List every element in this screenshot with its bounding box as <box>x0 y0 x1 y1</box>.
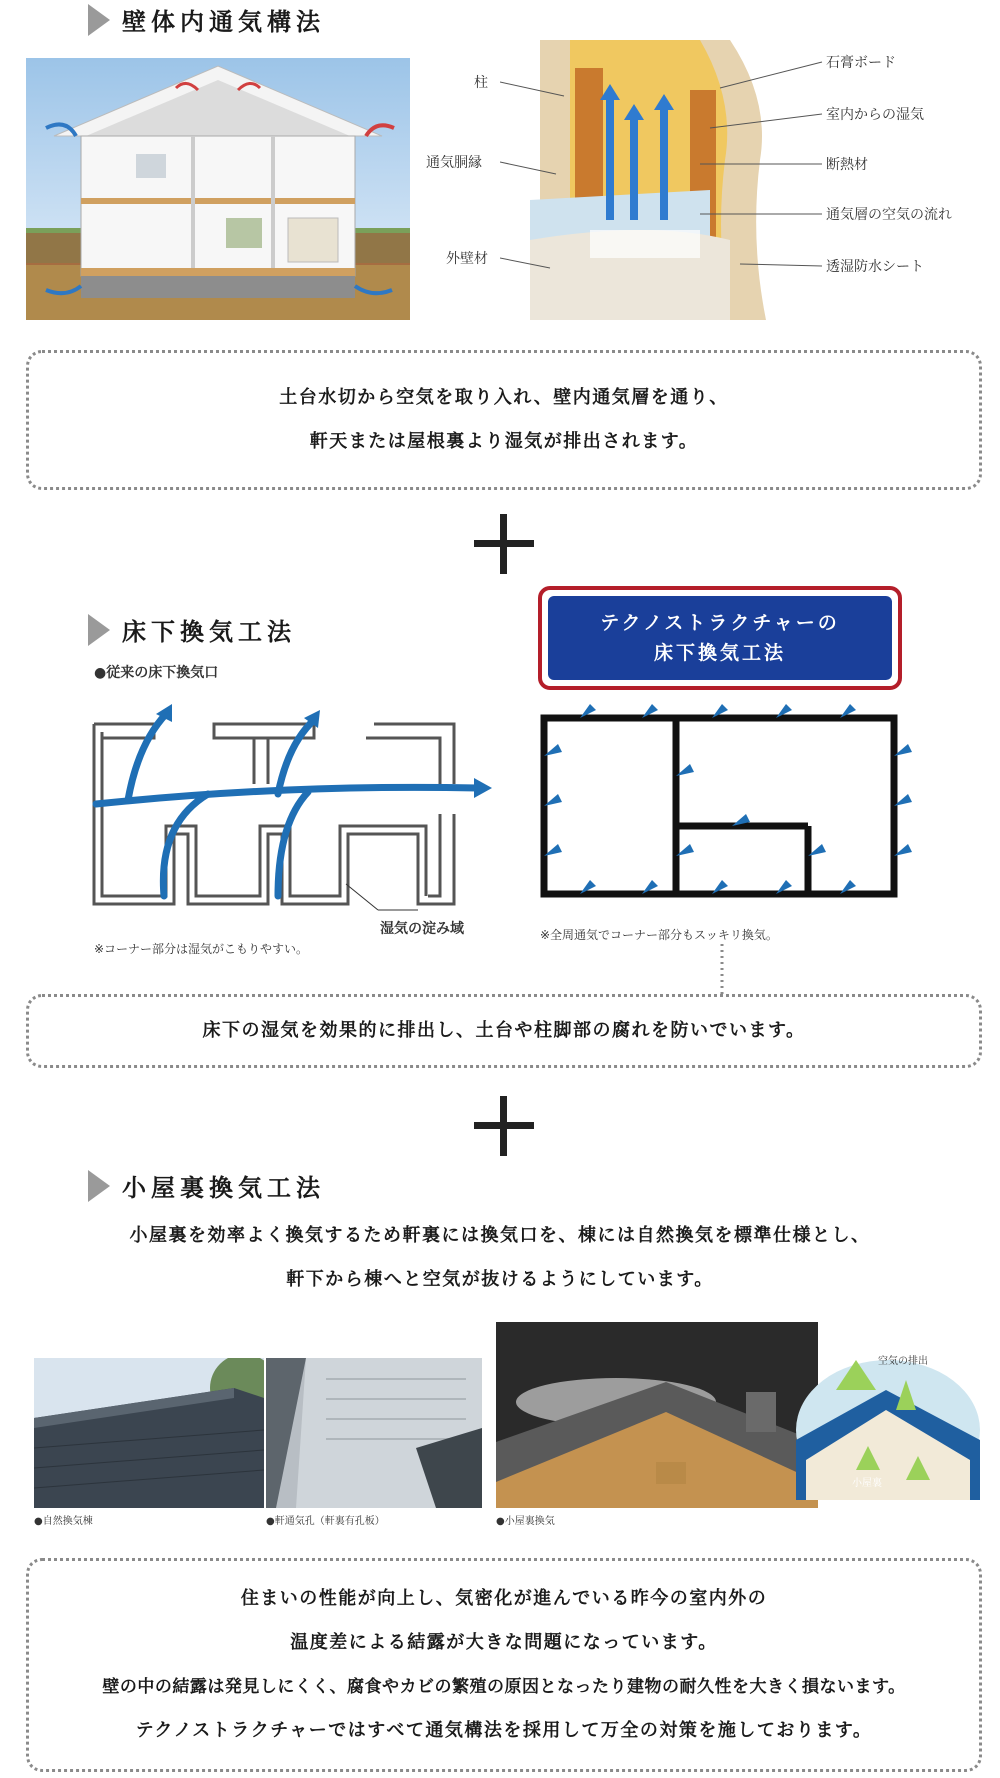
intro-line: 小屋裏を効率よく換気するため軒裏には換気口を、棟には自然換気を標準仕様とし、 <box>129 1225 871 1246</box>
label-air-flow: 通気層の空気の流れ <box>826 207 952 223</box>
label-indoor-moisture: 室内からの湿気 <box>826 107 924 123</box>
dotted-connector <box>718 944 726 994</box>
section-title: 小屋裏換気工法 <box>122 1174 325 1202</box>
section-heading-wall-ventilation <box>88 2 325 37</box>
tecnostructure-badge-frame <box>538 586 902 690</box>
leader-line <box>500 256 560 276</box>
tecnostructure-floor-plan-diagram <box>536 696 926 922</box>
summary-line: 壁の中の結露は発見しにくく、腐食やカビの繁殖の原因となったり建物の耐久性を大きく損ないます。 <box>102 1677 906 1697</box>
tecnostructure-badge <box>548 596 892 680</box>
section-title: 床下換気工法 <box>122 618 296 646</box>
description-line: 土台水切から空気を取り入れ、壁内通気層を通り、 <box>279 387 729 408</box>
caption-attic-vent: ●小屋裏換気 <box>496 1516 555 1527</box>
leader-line <box>500 160 560 180</box>
ridge-vent-detail-callout <box>796 1350 980 1500</box>
section-heading-attic-ventilation <box>88 1168 325 1203</box>
leader-line <box>500 80 570 100</box>
label-insulation: 断熱材 <box>826 157 868 173</box>
summary-line: テクノストラクチャーではすべて通気構法を採用して万全の対策を施しております。 <box>135 1720 873 1741</box>
description-line: 軒天または屋根裏より湿気が排出されます。 <box>309 431 699 452</box>
wall-ventilation-description-box <box>26 350 982 490</box>
label-attic: 小屋裏 <box>852 1478 882 1489</box>
plus-icon <box>474 1096 534 1156</box>
underfloor-description-box <box>26 994 982 1068</box>
triangle-bullet-icon <box>88 1170 110 1202</box>
label-stagnant-area: 湿気の淀み域 <box>380 921 464 937</box>
leader-lines-right <box>700 58 826 268</box>
label-air-exhaust: 空気の排出 <box>878 1356 928 1367</box>
label-furring-strip: 通気胴縁 <box>426 155 482 171</box>
note-conventional: ※コーナー部分は湿気がこもりやすい。 <box>94 942 309 956</box>
attic-ventilation-smoke-photo <box>496 1322 818 1508</box>
label-exterior-wall: 外壁材 <box>446 251 488 267</box>
house-cross-section-illustration <box>26 58 410 320</box>
conventional-floor-plan-diagram <box>88 684 498 924</box>
label-conventional-vent: ●従来の床下換気口 <box>94 665 219 681</box>
section-heading-underfloor-ventilation <box>88 612 296 647</box>
summary-line: 住まいの性能が向上し、気密化が進んでいる昨今の室内外の <box>240 1588 768 1609</box>
plus-icon <box>474 514 534 574</box>
label-gypsum-board: 石膏ボード <box>826 55 896 71</box>
note-tecnostructure: ※全周通気でコーナー部分もスッキリ換気。 <box>540 928 778 942</box>
vent-arrows <box>544 704 912 894</box>
caption-ridge-vent: ●自然換気棟 <box>34 1516 93 1527</box>
triangle-bullet-icon <box>88 4 110 36</box>
triangle-bullet-icon <box>88 614 110 646</box>
attic-intro-text <box>0 1214 1000 1302</box>
summary-line: 温度差による結露が大きな問題になっています。 <box>290 1632 718 1653</box>
description-line: 床下の湿気を効果的に排出し、土台や柱脚部の腐れを防いでいます。 <box>202 1020 806 1041</box>
summary-box <box>26 1558 982 1772</box>
ridge-vent-photo <box>34 1358 264 1508</box>
label-pillar: 柱 <box>474 75 488 91</box>
intro-line: 軒下から棟へと空気が抜けるようにしています。 <box>286 1269 714 1290</box>
eave-perforated-panel-photo <box>266 1358 482 1508</box>
label-waterproof-sheet: 透湿防水シート <box>826 259 924 275</box>
badge-line: テクノストラクチャーの <box>600 612 840 634</box>
section-title: 壁体内通気構法 <box>122 8 325 36</box>
badge-line: 床下換気工法 <box>653 642 786 664</box>
caption-eave-vent: ●軒通気孔（軒裏有孔板） <box>266 1516 385 1527</box>
